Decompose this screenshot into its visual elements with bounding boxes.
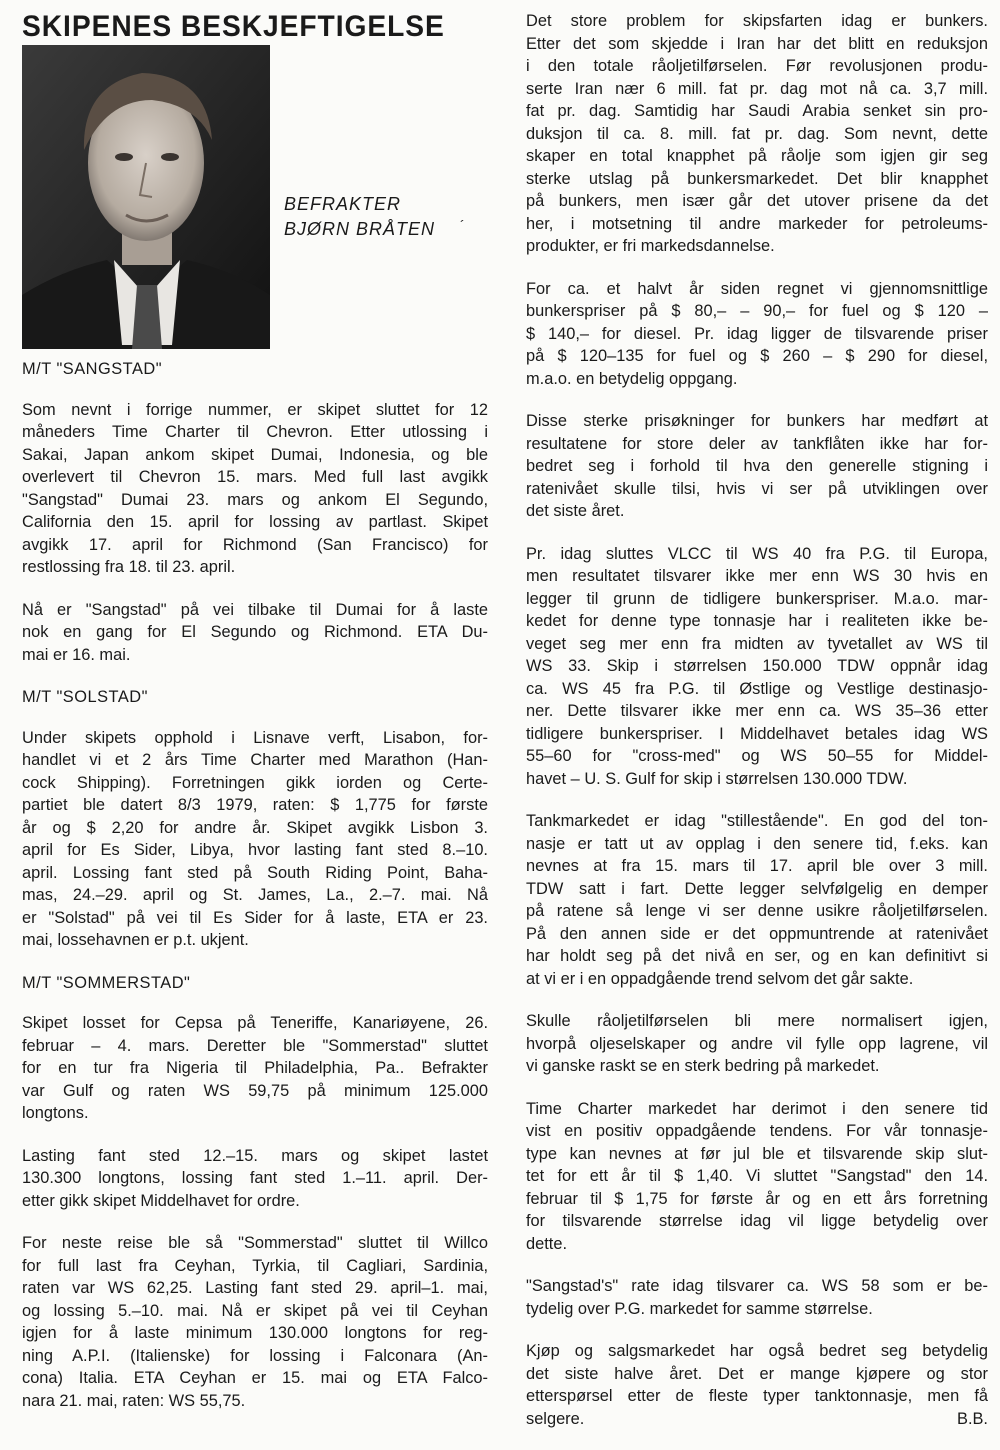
text-line: For ca. et halvt år siden regnet vi gjennomsnittlige	[526, 279, 988, 298]
text-line: nevnes at fra 15. mars til 17. april ble over 3 mill.	[526, 857, 988, 875]
article-paragraph	[526, 1098, 988, 1256]
text-line: mai, lossehavnen er p.t. ukjent.	[22, 931, 249, 949]
text-line: type kan nevnes at før jul ble et tilsvarende skip slut-	[526, 1144, 988, 1163]
text-line: ning A.P.I. (Italienske) for lossing i Falconara (An-	[22, 1346, 488, 1365]
text-line: tet for ett år til $ 1,40. Vi sluttet "Sangstad" den 14.	[526, 1167, 988, 1185]
text-line: Kjøp og salgsmarkedet har også bedret seg betydelig	[526, 1342, 988, 1360]
portrait-caption	[284, 192, 435, 242]
text-line: avgikk 17. april for Richmond (San Francisco) for	[22, 535, 488, 554]
text-line: for full last fra Ceyhan, Tyrkia, til Cagliari, Sardinia,	[22, 1256, 488, 1275]
text-line: Under skipets opphold i Lisnave verft, Lisabon, for-	[22, 728, 488, 747]
article-paragraph	[22, 1012, 488, 1125]
text-line: California den 15. april for lossing av partlast. Skipet	[22, 513, 488, 531]
text-line: etter gikk skipet Middelhavet for ordre.	[22, 1191, 300, 1210]
text-line: nok en gang for El Segundo og Richmond. ETA Du-	[22, 623, 488, 641]
text-line: TDW satt i fart. Dette legger selvfølgelig en demper	[526, 879, 988, 898]
text-line: var Gulf og raten WS 59,75 på minimum 125.000	[22, 1081, 488, 1100]
text-line: vi ganske raskt se en sterk bedring på markedet.	[526, 1057, 880, 1075]
page-title: SKIPENES BESKJEFTIGELSE	[22, 10, 445, 43]
author-signoff: B.B.	[957, 1409, 988, 1428]
text-line: etterspørsel etter de fleste typer tanktonnasje, men få	[526, 1387, 988, 1405]
text-line: nasje er tatt ut av opplag i den senere tid, f.eks. kan	[526, 834, 988, 853]
caption-mark: ´	[460, 217, 465, 233]
text-line: handlet vi et 2 års Time Charter med Marathon (Han-	[22, 751, 488, 769]
article-paragraph	[526, 278, 988, 391]
text-line: sterke utslag på bunkersmarkedet. Det blir knapphet	[526, 169, 988, 188]
text-line: Pr. idag sluttes VLCC til WS 40 fra P.G. til Europa,	[526, 544, 988, 563]
text-line: serte Iran nær 6 mill. fat pr. dag mot nå ca. 3,7 mill.	[526, 79, 988, 98]
text-line: Lasting fant sted 12.–15. mars og skipet lastet	[22, 1146, 488, 1165]
text-line: fat pr. dag. Samtidig har Saudi Arabia senket sin pro-	[526, 102, 988, 120]
text-line: det siste halve året. Det er mange kjøpere og stor	[526, 1364, 988, 1383]
right-column	[526, 10, 988, 1450]
text-line: Skulle råoljetilførselen bli mere normalisert igjen,	[526, 1012, 988, 1030]
text-line: på ratene så lenge vi ser denne usikre råoljetilførselen.	[526, 902, 988, 920]
text-line: Tankmarkedet er idag "stillestående". En god del ton-	[526, 812, 988, 830]
text-line: bunkerspriser på $ 80,– – 90,– for fuel og $ 120 –	[526, 302, 988, 320]
text-line: selgere. B.B.	[526, 1408, 988, 1431]
text-line: skaper en total knapphet på råolje som igjen gir seg	[526, 147, 988, 165]
text-line: april for Es Sider, Libya, hvor lasting fant sted 8.–10.	[22, 841, 488, 859]
text-line: "Sangstad" Dumai 23. mars og ankom El Segundo,	[22, 490, 488, 509]
text-line: restlossing fra 18. til 23. april.	[22, 558, 236, 576]
text-line: dette.	[526, 1234, 568, 1253]
text-line: mai er 16. mai.	[22, 645, 131, 664]
section-heading: M/T "SOMMERSTAD"	[22, 973, 191, 992]
text-line: for tilsvarende størrelse idag vil ligge betydelig over	[526, 1212, 988, 1230]
text-line: m.a.o. en betydelig oppgang.	[526, 369, 738, 388]
article-paragraph	[22, 727, 488, 952]
caption-name: BJØRN BRÅTEN	[284, 219, 436, 239]
text-line: men resultatet tilsvarer ikke mer enn WS 30 hvis en	[526, 567, 988, 585]
text-line: tidligere bunkerspriser. I Middelhavet betales idag WS	[526, 724, 988, 743]
text-line: at vi er i en oppadgående trend selvom det går sakte.	[526, 969, 914, 988]
text-line: For neste reise ble så "Sommerstad" sluttet til Willco	[22, 1234, 488, 1252]
text-line: her, i motsetning til andre markeder for petroleums-	[526, 214, 988, 233]
text-line: Sakai, Japan ankom skipet Dumai, Indonesia, og ble	[22, 445, 488, 464]
section-heading: M/T "SOLSTAD"	[22, 688, 148, 706]
text-line: hvorpå oljeselskaper og andre vil fylle opp lagrene, vil	[526, 1034, 988, 1053]
text-line: overlevert til Chevron 15. mars. Med full last avgikk	[22, 468, 488, 486]
text-line: ratenivået skulle tilsi, hvis vi ser på utviklingen over	[526, 479, 988, 498]
text-line: har holdt seg på det nivå en ser, og en kan definitivt si	[526, 947, 988, 965]
text-line: duksjon til ca. 8. mill. fat pr. dag. Som nevnt, dette	[526, 124, 988, 143]
text-line: på $ 120–135 for fuel og $ 260 – $ 290 for diesel,	[526, 347, 988, 365]
text-line: mas, 24.–29. april og St. James, La., 2.–7. mai. Nå	[22, 886, 488, 904]
text-line: cock Shipping). Forretningen gikk iorden og Certe-	[22, 773, 488, 792]
text-line: ner. Dette tilsvarer ikke mer enn ca. WS 35–36 etter	[526, 702, 988, 720]
article-paragraph	[22, 599, 488, 667]
text-line: og lossing 5.–10. mai. Nå er skipet på vei til Ceyhan	[22, 1301, 488, 1320]
text-line: nara 21. mai, raten: WS 55,75.	[22, 1391, 246, 1410]
text-line: ca. WS 45 fra P.G. til Østlige og Vestlige destinasjo-	[526, 679, 988, 698]
text-line: måneders Time Charter til Chevron. Etter utlossing i	[22, 423, 488, 441]
text-line: april. Lossing fant sted på South Riding Point, Baha-	[22, 863, 488, 882]
section-heading: M/T "SANGSTAD"	[22, 360, 163, 378]
text-line: det siste året.	[526, 502, 625, 520]
article-paragraph	[22, 1145, 488, 1213]
text-line: Etter det som skjedde i Iran har det blitt en reduksjon	[526, 34, 988, 53]
text-line: legger til grunn de tidligere bunkerspriser. M.a.o. mar-	[526, 589, 988, 608]
text-line: Skipet losset for Cepsa på Teneriffe, Kanariøyene, 26.	[22, 1014, 488, 1032]
text-line: kedet for denne type tonnasje har i realiteten ikke be-	[526, 612, 988, 630]
text-line: produkter, er fri markedsdannelse.	[526, 237, 775, 255]
text-line: 130.300 longtons, lossing fant sted 1.–11. april. Der-	[22, 1169, 488, 1187]
article-paragraph	[526, 1010, 988, 1078]
article-paragraph	[526, 10, 988, 258]
text-line: 55–60 for "cross-med" og WS 50–55 for Middel-	[526, 747, 988, 765]
text-line: "Sangstad's" rate idag tilsvarer ca. WS 58 som er be-	[526, 1277, 988, 1295]
caption-role: BEFRAKTER	[284, 194, 402, 214]
text-line: år og $ 2,20 for andre år. Skipet avgikk Lisbon 3.	[22, 818, 488, 837]
text-line: cona) Italia. ETA Ceyhan er 15. mai og ETA Falco-	[22, 1369, 488, 1387]
text-line: i den totale råoljetilførselen. Før revolusjonen produ-	[526, 57, 988, 75]
text-line: Det store problem for skipsfarten idag er bunkers.	[526, 12, 988, 30]
text-line: februar til $ 1,75 for første år og en ett års forretning	[526, 1189, 988, 1208]
text-line: vist en positiv oppadgående tendens. For vår tonnasje-	[526, 1122, 988, 1140]
article-paragraph	[22, 399, 488, 579]
text-line: raten var WS 62,25. Lasting fant sted 29. april–1. mai,	[22, 1279, 488, 1297]
text-line: longtons.	[22, 1104, 89, 1122]
text-line: Som nevnt i forrige nummer, er skipet sluttet for 12	[22, 400, 488, 419]
article-paragraph	[526, 543, 988, 791]
article-paragraph	[526, 410, 988, 523]
left-column	[22, 358, 488, 1432]
text-line: veget seg mer enn fra midten av tyvetallet av WS til	[526, 634, 988, 653]
text-line: er "Solstad" på vei til Es Sider for å laste, ETA er 23.	[22, 908, 488, 927]
text-line: for en tur fra Nigeria til Philadelphia, Pa.. Befrakter	[22, 1059, 488, 1077]
text-line: tydelig over P.G. markedet for samme størrelse.	[526, 1299, 873, 1318]
text-line: bedret seg i forhold til hva den generelle stigning i	[526, 457, 988, 475]
text-line: partiet ble datert 8/3 1979, raten: $ 1,775 for første	[22, 796, 488, 814]
article-paragraph	[526, 810, 988, 990]
article-paragraph	[526, 1275, 988, 1320]
text-line: havet – U. S. Gulf for skip i størrelsen 130.000 TDW.	[526, 769, 908, 788]
text-line: På den annen side er det oppmuntrende at ratenivået	[526, 924, 988, 943]
text-line: Nå er "Sangstad" på vei tilbake til Dumai for å laste	[22, 600, 488, 619]
text-line: Disse sterke prisøkninger for bunkers har medført at	[526, 412, 988, 430]
text-line: $ 140,– for diesel. Pr. idag ligger de tilsvarende priser	[526, 324, 988, 343]
text-line: resultatene for store deler av tankflåten ikke har for-	[526, 434, 988, 453]
text-line: Time Charter markedet har derimot i den senere tid	[526, 1099, 988, 1118]
text-line: på bunkers, men især går det utover prisene da det	[526, 192, 988, 210]
article-paragraph	[526, 1340, 988, 1430]
text-line: igjen for å laste minimum 130.000 longtons for reg-	[22, 1324, 488, 1342]
portrait-photo	[22, 45, 270, 349]
text-line: WS 33. Skip i størrelsen 150.000 TDW oppnår idag	[526, 657, 988, 675]
article-paragraph	[22, 1232, 488, 1412]
text-line: februar – 4. mars. Deretter ble "Sommerstad" sluttet	[22, 1036, 488, 1055]
